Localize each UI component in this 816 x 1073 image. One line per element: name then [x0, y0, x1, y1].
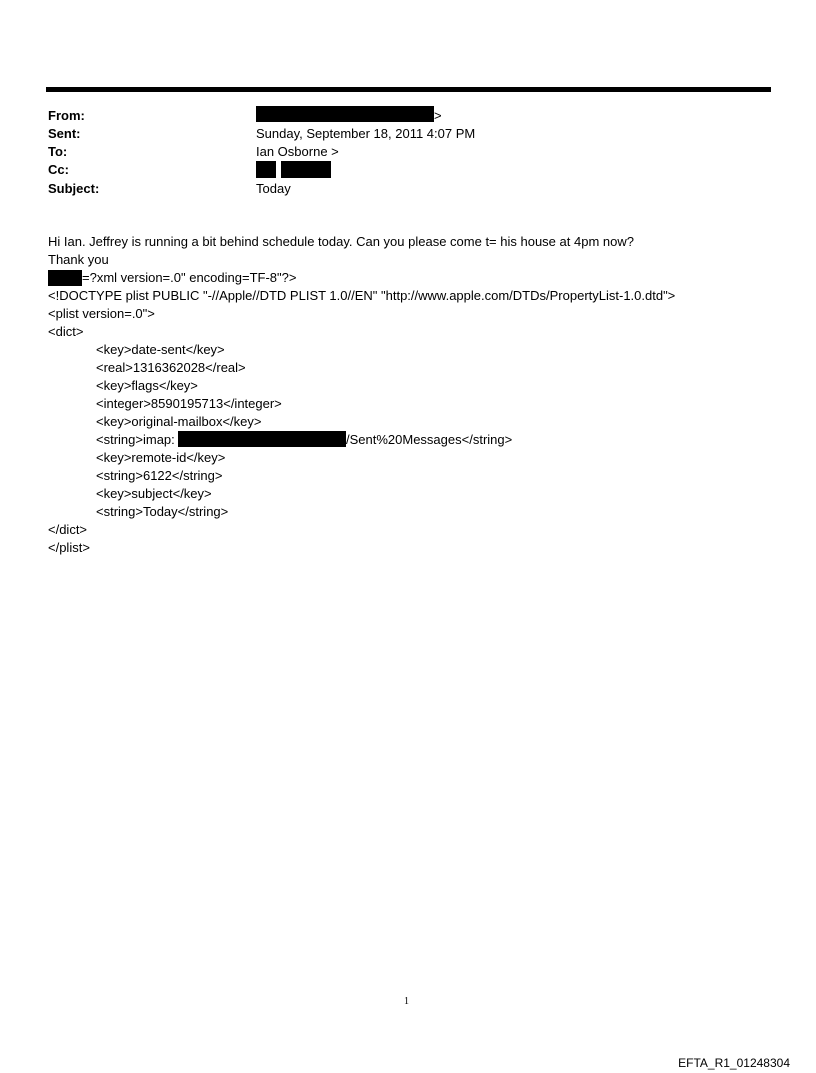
dict-line: <key>flags</key>	[96, 378, 198, 393]
body-line-4: <!DOCTYPE plist PUBLIC "-//Apple//DTD PLIST 1.0//EN" "http://www.apple.com/DTDs/PropertyList-1.0.dtd">	[48, 288, 676, 303]
redaction-imap	[178, 431, 346, 447]
body-line-5: <plist version=.0">	[48, 306, 155, 321]
dict-line: <real>1316362028</real>	[96, 360, 246, 375]
from-suffix: >	[434, 108, 442, 123]
dict-line: <integer>8590195713</integer>	[96, 396, 282, 411]
redaction-cc-1	[256, 161, 276, 178]
close-dict: </dict>	[48, 522, 88, 537]
sent-value: Sunday, September 18, 2011 4:07 PM	[256, 126, 476, 141]
redaction-cc-2	[281, 161, 331, 178]
close-plist: </plist>	[48, 540, 90, 555]
dict-line: <string>imap:	[96, 432, 175, 447]
dict-line: <key>subject</key>	[96, 486, 212, 501]
dict-line: <key>original-mailbox</key>	[96, 414, 262, 429]
body-line-2: Thank you	[48, 252, 109, 267]
redaction-from	[256, 106, 434, 122]
imap-suffix: /Sent%20Messages</string>	[346, 432, 513, 447]
redaction-body	[48, 270, 82, 286]
body-line-3: =?xml version=.0" encoding=TF-8"?>	[82, 270, 297, 285]
cc-label: Cc:	[48, 162, 69, 177]
to-label: To:	[48, 144, 68, 159]
dict-line: <string>6122</string>	[96, 468, 223, 483]
page-number: 1	[404, 996, 409, 1007]
dict-line: <string>Today</string>	[96, 504, 229, 519]
body-line-1: Hi Ian. Jeffrey is running a bit behind schedule today. Can you please come t= his house at 4pm now?	[48, 234, 634, 249]
to-value: Ian Osborne >	[256, 144, 339, 159]
subject-value: Today	[256, 181, 291, 196]
body-line-6: <dict>	[48, 324, 84, 339]
document-id: EFTA_R1_01248304	[678, 1056, 790, 1070]
from-label: From:	[48, 108, 85, 123]
top-rule	[46, 87, 771, 92]
dict-line: <key>remote-id</key>	[96, 450, 226, 465]
sent-label: Sent:	[48, 126, 81, 141]
dict-line: <key>date-sent</key>	[96, 342, 225, 357]
subject-label: Subject:	[48, 181, 100, 196]
